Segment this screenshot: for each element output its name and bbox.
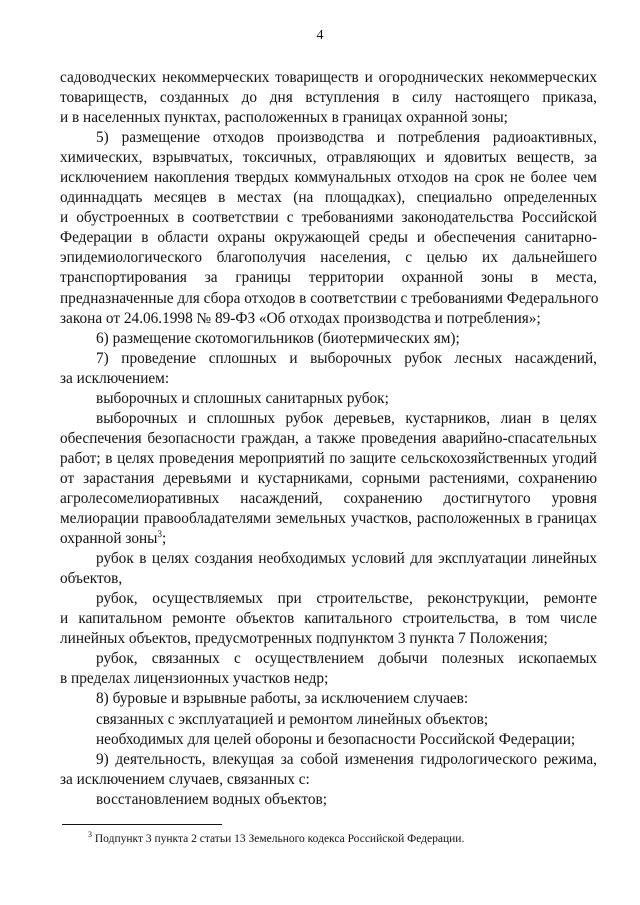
page-number: 4 [316,28,324,43]
text-line [60,88,597,108]
text-line [60,188,597,208]
text-line [60,429,597,449]
text-line [60,389,597,409]
text-line [60,329,597,349]
text-line [60,309,597,329]
text-line-content: объектов, [60,570,123,588]
text-line [60,609,597,629]
text-line [60,549,597,569]
text-line-content: химических, взрывчатых, токсичных, отравляющих и ядовитых веществ, за [60,149,597,167]
text-line [60,529,597,549]
text-line-content: в пределах лицензионных участков недр; [60,670,329,688]
text-line-content: от зарастания деревьями и кустарниками, сорными растениями, сохранению [60,469,597,487]
text-line-content: необходимых для целей обороны и безопасности Российской Федерации; [96,730,576,748]
text-line-content: мелиорации правообладателями земельных участков, расположенных в границах [60,510,597,528]
text-line [60,629,597,649]
text-line [60,689,597,709]
document-body [60,68,597,810]
text-line-content: линейных объектов, предусмотренных подпунктом 3 пункта 7 Положения; [60,630,548,648]
text-line [60,509,597,529]
text-line-content: товариществ, созданных до дня вступления в силу настоящего приказа, [60,89,597,107]
text-line-content: восстановлением водных объектов; [96,790,327,808]
footnote-divider [62,824,222,825]
text-line-content: рубок, осуществляемых при строительстве, реконструкции, ремонте [96,590,597,608]
text-line [60,730,597,750]
text-line-suffix: ; [161,530,167,548]
text-line-content: эпидемиологического благополучия населения, с целью их дальнейшего [60,249,597,267]
footnote-text: Подпункт 3 пункта 2 статьи 13 Земельного кодекса Российской Федерации. [92,833,465,845]
text-line-content: обеспечения безопасности граждан, а также проведения аварийно-спасательных [60,429,597,447]
text-line-content: садоводческих некоммерческих товариществ и огороднических некоммерческих [60,69,597,86]
text-line-content: рубок в целях создания необходимых условий для эксплуатации линейных [96,550,597,568]
text-line [60,349,597,369]
text-line [60,228,597,248]
text-line [60,569,597,589]
text-line-content: 7) проведение сплошных и выборочных рубок лесных насаждений, [96,349,597,367]
text-line [60,489,597,509]
text-line-content: охранной зоны [60,530,158,548]
text-line-content: связанных с эксплуатацией и ремонтом линейных объектов; [96,710,489,728]
text-line-content: работ; в целях проведения мероприятий по защите сельскохозяйственных угодий [60,449,597,467]
text-line [60,770,597,790]
text-line-content: 8) буровые и взрывные работы, за исключением случаев: [96,690,469,708]
text-line [60,669,597,689]
text-line-content: одиннадцать месяцев в местах (на площадках), специально определенных [60,189,597,207]
footnote-marker: 3 [88,830,92,840]
text-line [60,108,597,128]
text-line-content: и обустроенных в соответствии с требованиями законодательства Российской [60,209,597,227]
text-line [60,128,597,148]
text-line [60,750,597,770]
text-line [60,409,597,429]
text-line-content: транспортирования за границы территории охранной зоны в места, [60,269,597,287]
text-line [60,449,597,469]
text-line [60,790,597,810]
text-line [60,168,597,188]
text-line-content: агролесомелиоративных насаждений, сохранению достигнутого уровня [60,489,597,507]
text-line [60,289,597,309]
text-line [60,710,597,730]
text-line [60,469,597,489]
text-line-content: 6) размещение скотомогильников (биотермических ям); [96,329,460,347]
text-line [60,68,597,88]
text-line-content: выборочных и сплошных санитарных рубок; [96,389,389,407]
text-line [60,148,597,168]
text-line [60,369,597,389]
text-line-content: рубок, связанных с осуществлением добычи полезных ископаемых [96,650,597,668]
text-line [60,248,597,268]
text-line-content: и капитальном ремонте объектов капитального строительства, в том числе [60,610,597,628]
text-line [60,268,597,288]
footnote [88,832,464,846]
text-line-content: выборочных и сплошных рубок деревьев, кустарников, лиан в целях [96,409,597,427]
text-line-content: предназначенные для сбора отходов в соответствии с требованиями Федерального [60,289,599,307]
text-line-content: 9) деятельность, влекущая за собой изменения гидрологического режима, [96,750,597,768]
text-line-content: и в населенных пунктах, расположенных в границах охранной зоны; [60,109,508,127]
footnote-reference: 3 [157,528,162,539]
text-line-content: за исключением: [60,369,170,387]
text-line-content: 5) размещение отходов производства и потребления радиоактивных, [96,129,597,147]
text-line-content: за исключением случаев, связанных с: [60,770,310,788]
text-line-content: Федерации в области охраны окружающей среды и обеспечения санитарно- [60,229,597,247]
text-line-content: исключением накопления твердых коммунальных отходов на срок не более чем [60,169,597,187]
text-line-content: закона от 24.06.1998 № 89-ФЗ «Об отходах производства и потребления»; [60,309,541,327]
text-line [60,649,597,669]
text-line [60,208,597,228]
text-line [60,589,597,609]
